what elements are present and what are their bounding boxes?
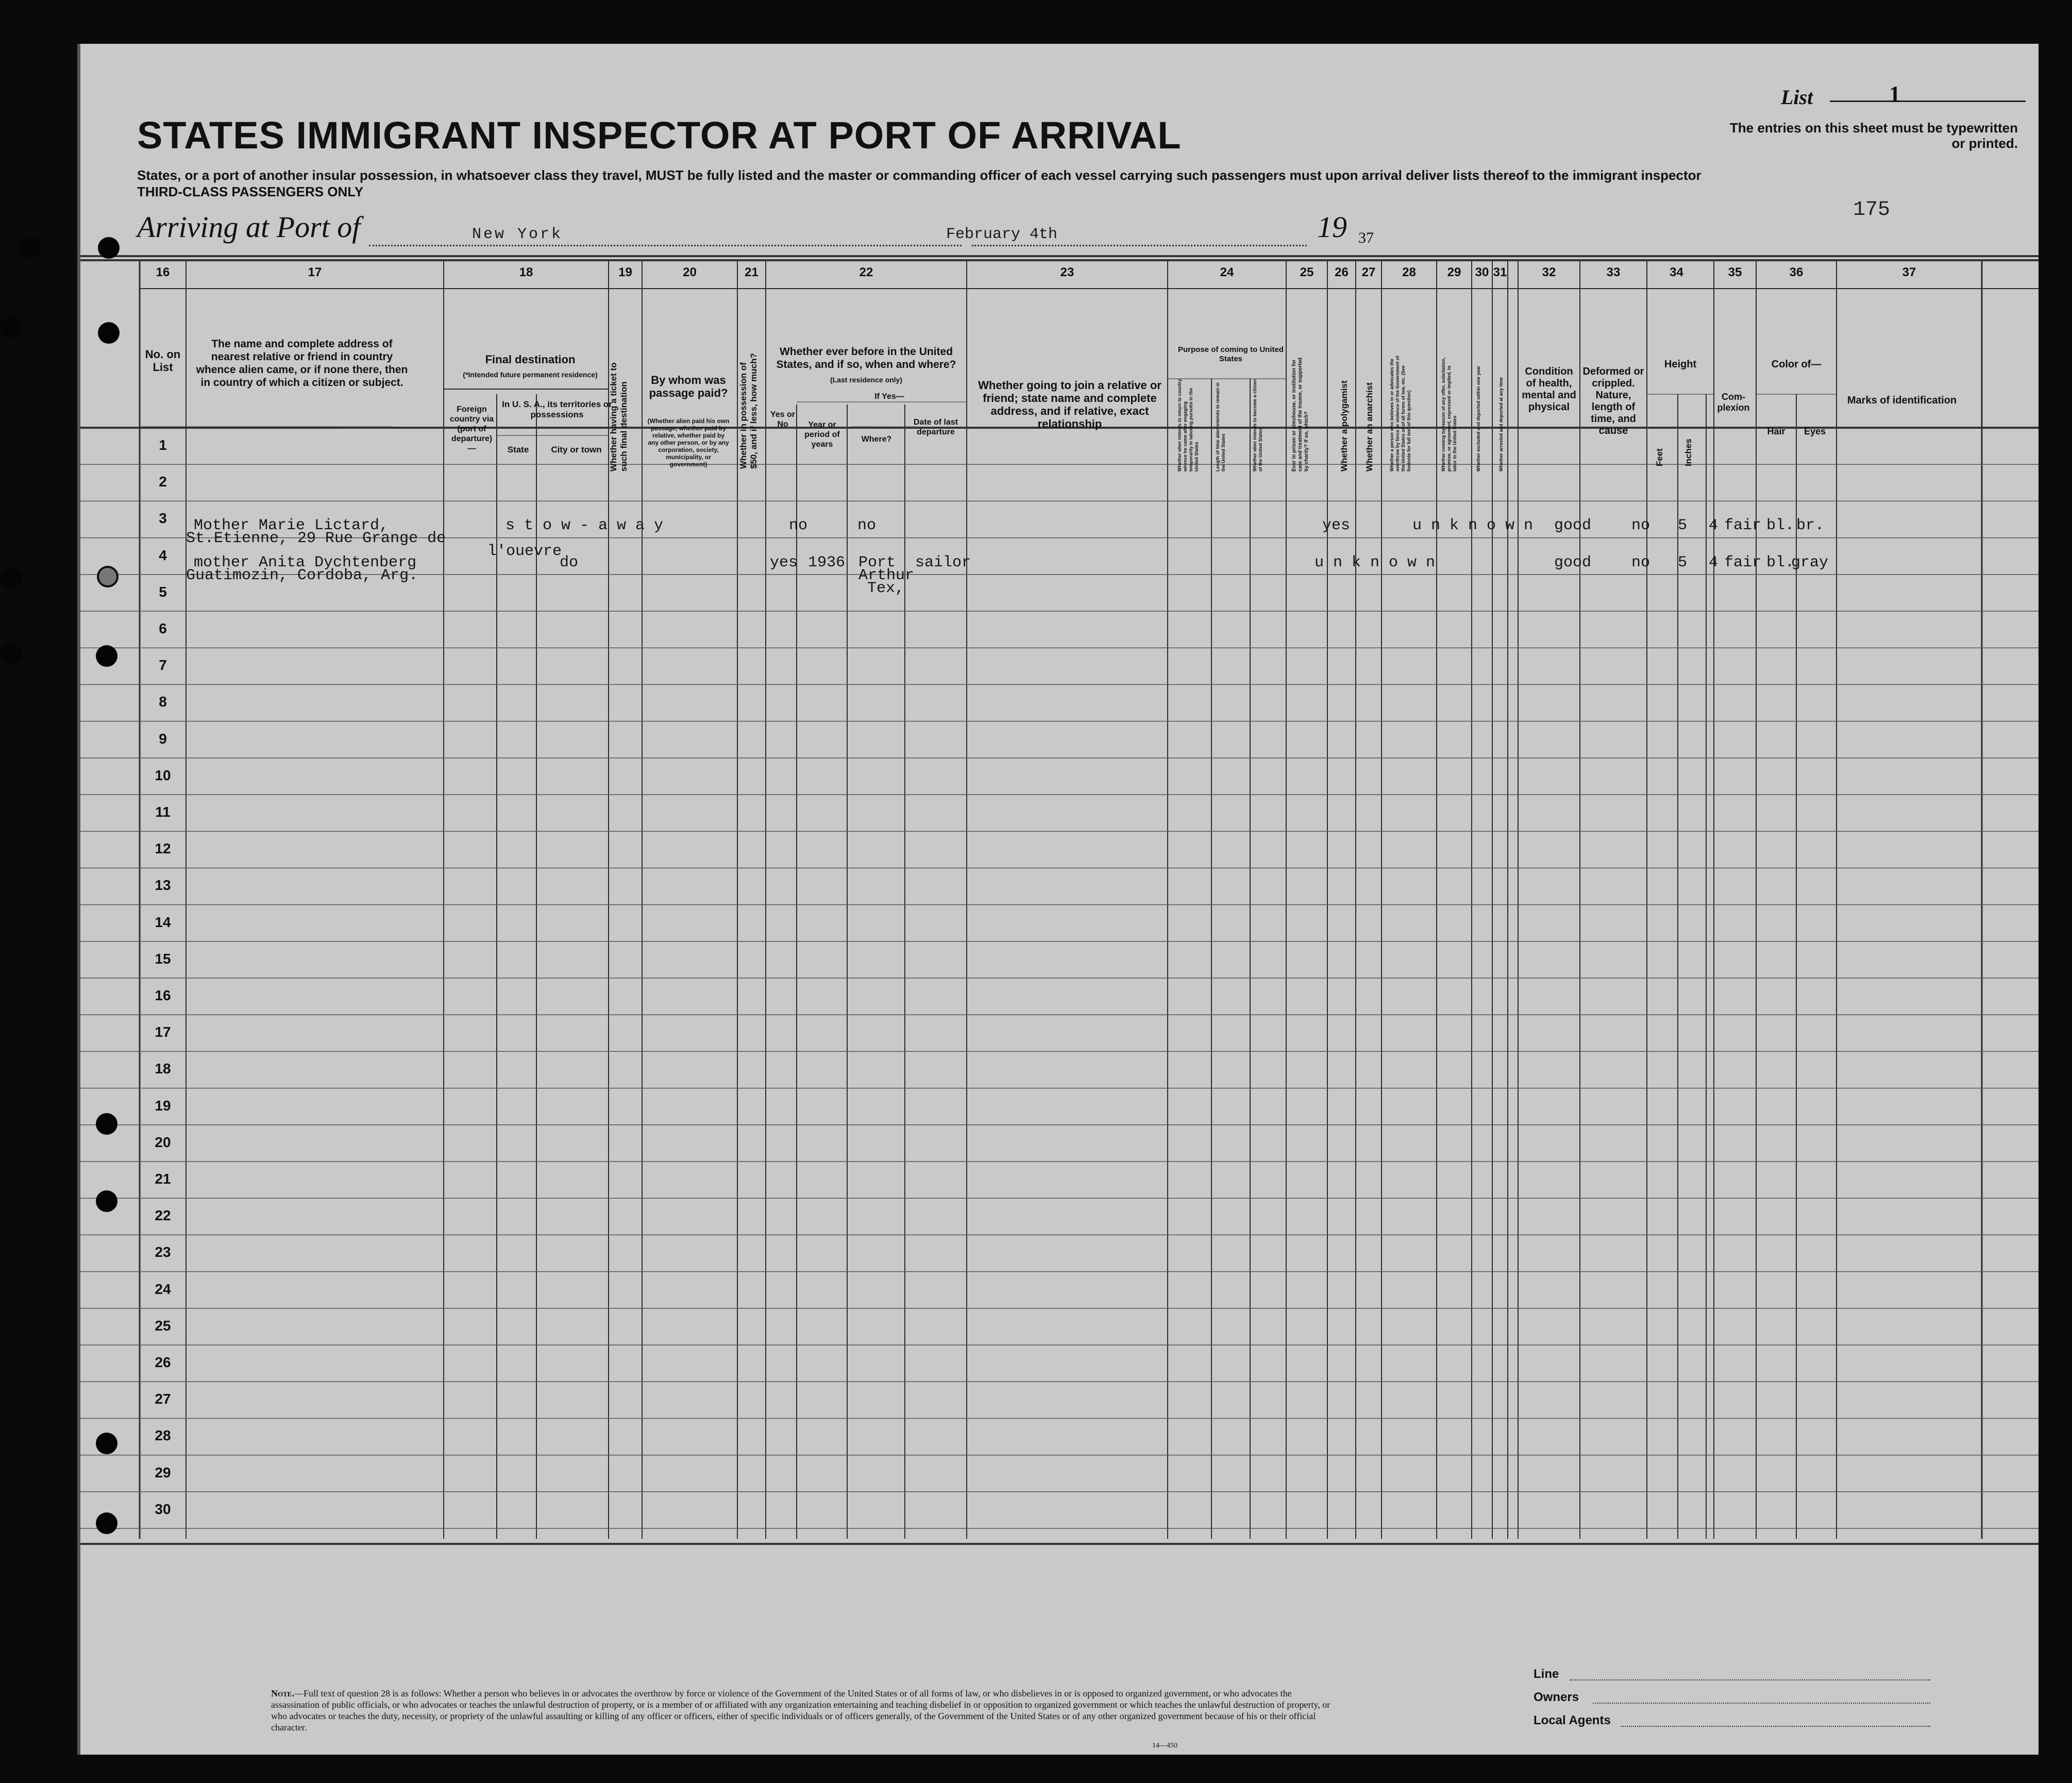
header-passage-note: (Whether alien paid his own passage, whether paid by relative, whether paid by any other person, or by any corporation, society, municipality, or government)	[647, 417, 730, 468]
row-number: 13	[155, 877, 171, 894]
row1-complexion: fair	[1724, 517, 1762, 534]
row-number: 6	[159, 620, 167, 636]
binder-hole	[0, 567, 22, 588]
row-number: 4	[159, 547, 167, 563]
column-number: 22	[859, 265, 873, 279]
header-no-on-list: No. on List	[145, 348, 181, 374]
row-number: 12	[155, 840, 171, 857]
row-number: 8	[159, 694, 167, 710]
row-number: 10	[155, 767, 171, 783]
header-joining: Whether going to join a relative or friend; state name and complete address, and if relative, exact relationship	[978, 379, 1161, 430]
row1-prison: yes	[1322, 517, 1351, 534]
header-foreign-country: Foreign country via (port of departure)—	[449, 405, 494, 453]
column-number: 17	[308, 265, 322, 279]
binder-hole	[96, 1512, 117, 1534]
column-number: 35	[1728, 265, 1742, 279]
binder-hole	[0, 643, 22, 665]
header-polygamist: Whether a polygamist	[1339, 380, 1349, 472]
port-value: New York	[472, 226, 563, 243]
row1-anarchist: u n k n o w n	[1412, 517, 1534, 534]
binder-hole	[0, 317, 22, 339]
column-number: 18	[519, 265, 533, 279]
header-ticket: Whether having a ticket to such final destination	[609, 362, 629, 472]
list-number: 1	[1889, 81, 1900, 107]
header-marks: Marks of identification	[1847, 395, 1957, 406]
header-year-period: Year or period of years	[804, 420, 840, 449]
row-number: 18	[155, 1061, 171, 1077]
row2-complexion: fair	[1724, 554, 1762, 571]
header-purpose-return: Whether alien intends to return to country whence he came after engaging temporarily in laboring pursuits in the United States	[1177, 379, 1199, 472]
row2-relative-line1: mother Anita Dychtenberg	[194, 554, 417, 571]
column-number: 30	[1475, 265, 1489, 279]
row-number: 15	[155, 950, 171, 967]
row2-health: good	[1554, 554, 1592, 571]
binder-hole	[96, 1190, 117, 1212]
passenger-class: THIRD-CLASS PASSENGERS ONLY	[137, 184, 364, 199]
header-last-departure: Date of last departure	[913, 418, 958, 436]
header-where: Where?	[861, 435, 892, 444]
header-purpose: Purpose of coming to United States	[1178, 345, 1284, 363]
column-number: 31	[1493, 265, 1507, 279]
row-number: 22	[155, 1207, 171, 1224]
row-number: 17	[155, 1024, 171, 1040]
column-number: 26	[1335, 265, 1349, 279]
header-if-yes: If Yes—	[874, 392, 904, 401]
header-city: City or town	[551, 445, 602, 455]
arriving-label: Arriving at Port of	[137, 210, 361, 244]
row1-before-where: no	[857, 517, 877, 534]
row-number: 3	[159, 510, 167, 527]
column-number: 32	[1542, 265, 1556, 279]
row-number: 28	[155, 1427, 171, 1444]
form-grid	[80, 44, 2039, 1755]
owners-label: Owners	[1534, 1690, 1579, 1704]
header-usa: In U. S. A., its territories or possessions	[502, 399, 612, 419]
row-number: 2	[159, 474, 167, 490]
header-inches: Inches	[1683, 439, 1693, 466]
column-number: 19	[618, 265, 632, 279]
year-suffix: 37	[1358, 229, 1374, 246]
row1-relative-line3: l'ouevre	[487, 543, 562, 560]
header-deformed: Deformed or crippled. Nature, length of time, and cause	[1582, 366, 1644, 436]
row2-destination: do	[560, 554, 579, 571]
row-number: 7	[159, 657, 167, 674]
row-number: 5	[159, 583, 167, 600]
row-number: 14	[155, 914, 171, 930]
row1-eyes: br.	[1796, 517, 1825, 534]
date-value: February 4th	[946, 226, 1058, 243]
header-excluded: Whether excluded and deported within one year	[1476, 365, 1481, 472]
column-number: 27	[1361, 265, 1376, 279]
row-number: 25	[155, 1317, 171, 1334]
row2-joining: sailor	[915, 554, 971, 571]
column-number: 37	[1902, 265, 1916, 279]
row-number: 11	[155, 804, 171, 820]
row-number: 1	[159, 437, 167, 453]
row2-before-where-2: Arthur	[858, 567, 915, 584]
row-number: 23	[155, 1244, 171, 1260]
header-hair: Hair	[1767, 426, 1785, 436]
row1-health: good	[1554, 517, 1592, 534]
binder-hole	[96, 1433, 117, 1454]
row1-relative-line2: St.Etienne, 29 Rue Grange de	[186, 530, 446, 547]
column-number: 34	[1670, 265, 1683, 279]
header-feet: Feet	[1655, 448, 1664, 466]
column-number: 33	[1606, 265, 1621, 279]
header-yes-no: Yes or No	[770, 410, 796, 429]
owners-field	[1593, 1703, 1930, 1704]
row2-before-where-1: Port	[858, 554, 896, 571]
header-purpose-length: Length of time alien intends to remain in the United States	[1215, 382, 1226, 472]
header-fifty-dollars: Whether in possession of $50, and if less, how much?	[738, 353, 759, 469]
page-number: 175	[1853, 198, 1891, 222]
column-number: 24	[1220, 265, 1234, 279]
header-question-28: Whether a person who believes in or advocates the overthrow by force or violence of the Government of the United States or of all forms of law, etc. (See footnote for full text of this question)	[1389, 356, 1411, 472]
header-final-destination-note: (*Intended future permanent residence)	[463, 371, 598, 379]
header-color-of: Color of—	[1771, 359, 1822, 370]
row-number: 27	[155, 1391, 171, 1407]
page-title: STATES IMMIGRANT INSPECTOR AT PORT OF ARRIVAL	[137, 114, 1182, 157]
column-number: 36	[1789, 265, 1804, 279]
line-field	[1570, 1679, 1930, 1680]
row2-before-where-3: Tex,	[867, 580, 905, 597]
row1-inches: 4	[1709, 517, 1719, 534]
row-number: 21	[155, 1171, 171, 1187]
row1-destination: s t o w - a w a y	[506, 517, 664, 534]
list-label: List	[1781, 86, 1813, 109]
header-labor-offer: Whether coming by reason of any offer, solicitation, promise, or agreement, expressed or implied, to labor in the United States	[1441, 357, 1457, 472]
row-number: 16	[155, 987, 171, 1003]
row-number: 20	[155, 1134, 171, 1150]
row2-before-period: 1936	[808, 554, 846, 571]
form-number: 14—450	[1152, 1742, 1177, 1750]
binder-hole	[98, 322, 120, 344]
row2-feet: 5	[1678, 554, 1688, 571]
row1-hair: bl.	[1766, 517, 1795, 534]
column-number: 25	[1300, 265, 1314, 279]
footnote-question-28	[271, 1688, 1333, 1733]
row1-relative-line1: Mother Marie Lictard,	[194, 517, 389, 534]
row1-deformed: no	[1631, 517, 1650, 534]
row-number: 24	[155, 1281, 171, 1297]
header-state: State	[507, 445, 529, 455]
local-agents-field	[1621, 1726, 1930, 1727]
row-number: 29	[155, 1464, 171, 1481]
column-number: 16	[156, 265, 170, 279]
row2-relative-line2: Guatimozin, Cordoba, Arg.	[186, 567, 418, 584]
page-subtitle: States, or a port of another insular possession, in whatsoever class they travel, MUST be fully listed and the master or commanding officer of each vessel carrying such passengers must upon arrival deliver lists thereof to the immigrant inspector	[137, 167, 1702, 183]
header-ever-before: Whether ever before in the United States, and if so, when and where?	[776, 346, 956, 371]
footnote-label: Note.	[271, 1688, 294, 1698]
row2-eyes: gray	[1791, 554, 1829, 571]
line-label: Line	[1534, 1667, 1559, 1681]
year-prefix: 19	[1317, 210, 1347, 244]
row2-before-yes-no: yes	[770, 554, 798, 571]
column-number: 23	[1060, 265, 1074, 279]
header-anarchist: Whether an anarchist	[1365, 382, 1374, 472]
row1-feet: 5	[1678, 517, 1688, 534]
header-eyes: Eyes	[1804, 426, 1826, 436]
row-number: 9	[159, 730, 167, 747]
header-height: Height	[1664, 359, 1697, 370]
row-number: 19	[155, 1097, 171, 1114]
binder-hole	[96, 1113, 117, 1135]
header-health: Condition of health, mental and physical	[1522, 366, 1576, 413]
row-number: 30	[155, 1501, 171, 1517]
header-passage-paid: By whom was passage paid?	[649, 374, 728, 399]
column-number: 20	[683, 265, 697, 279]
binder-hole	[96, 645, 117, 667]
row2-inches: 4	[1709, 554, 1719, 571]
header-relative-address: The name and complete address of nearest relative or friend in country whence alien came, or if none there, then in country of which a citizen or subject.	[196, 338, 408, 389]
header-last-residence: (Last residence only)	[830, 376, 903, 384]
row1-before-yes-no: no	[789, 517, 808, 534]
column-number: 21	[745, 265, 759, 279]
column-number: 29	[1447, 265, 1461, 279]
header-complexion: Com-plexion	[1717, 392, 1750, 413]
footnote-text: —Full text of question 28 is as follows: Whether a person who believes in or advocates the overthrow by force or violence of the Government of the United States or of all forms of law, or who disbelieves in or is opposed to organized government, or who advocates the assassination of public officials, or who advocates or teaches the unlawful destruction of property, or is a member of or affiliated with any organization entertaining and teaching disbelief in or opposition to organized government or which teaches the unlawful destruction of property, or who advocates or teaches the duty, necessity, or propriety of the unlawful assaulting or killing of any officer or officers, either of specific individuals or of officers generally, of the Government of the United States or of any other organized government because of his or their official character.	[271, 1688, 1330, 1732]
binder-hole	[20, 237, 41, 259]
header-purpose-citizen: Whether alien intends to become a citizen of the United States	[1252, 379, 1263, 472]
header-final-destination: Final destination	[485, 353, 576, 366]
binder-hole	[98, 237, 120, 259]
manifest-sheet	[77, 44, 2039, 1755]
binder-hole	[97, 566, 119, 587]
row2-prison: u n k n o w n	[1315, 554, 1436, 571]
column-number: 28	[1402, 265, 1416, 279]
row2-deformed: no	[1631, 554, 1650, 571]
header-deported: Whether arrested and deported at any time	[1498, 377, 1504, 472]
header-prison: Ever in prison or almshouse, or institution for care and treatment of the insane, or supported by charity? If so, which?	[1291, 357, 1309, 472]
local-agents-label: Local Agents	[1534, 1713, 1611, 1727]
entries-note: The entries on this sheet must be typewritten or printed.	[1729, 120, 2018, 151]
row2-hair: bl.	[1766, 554, 1795, 571]
row-number: 26	[155, 1354, 171, 1370]
